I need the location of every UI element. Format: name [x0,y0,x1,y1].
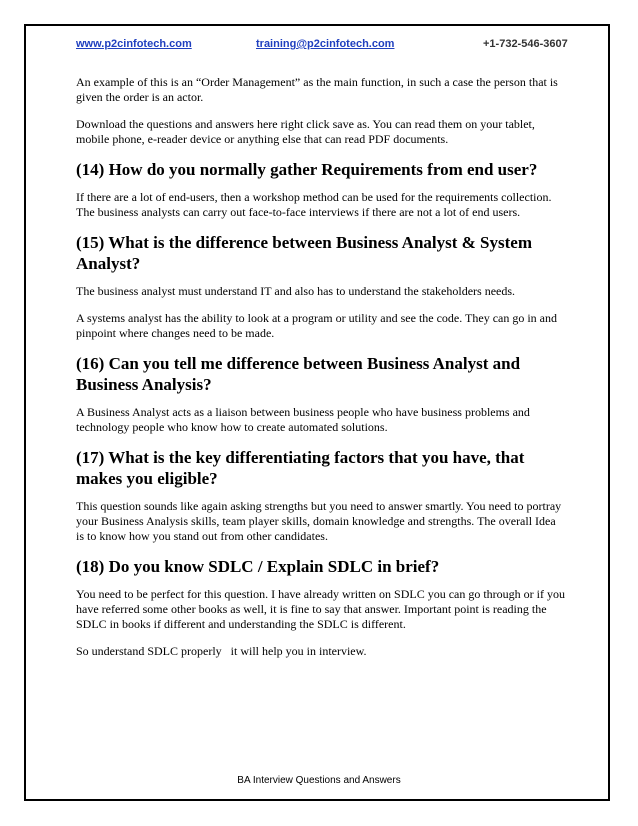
answer-15-part-1: The business analyst must understand IT and also has to understand the stakeholders needs. [76,284,516,298]
question-15: (15) What is the difference between Business Analyst & System Analyst? [76,233,532,273]
answer-15-part-2: A systems analyst has the ability to look at a program or utility and see the code. They can go in and pinpoint where changes need to be made. [76,311,558,340]
page-header [76,38,576,54]
paragraph-actor-example: An example of this is an “Order Management” as the main function, in such a case the person that is given the order is an actor. [76,75,558,104]
question-17: (17) What is the key differentiating factors that you have, that makes you eligible? [76,448,525,488]
phone-number: +1-732-546-3607 [483,38,568,50]
page-footer: BA Interview Questions and Answers [237,775,401,786]
question-18: (18) Do you know SDLC / Explain SDLC in brief? [76,557,440,576]
answer-17: This question sounds like again asking strengths but you need to answer smartly. You need to portray your Business Analysis skills, team player skills, domain knowledge and strengths. The overall Idea is to know how you stand out from other candidates. [76,499,562,543]
answer-18-part-2: So understand SDLC properly it will help you in interview. [76,644,367,658]
answer-18-part-1: You need to be perfect for this question. I have already written on SDLC you can go through or if you have referred some other books as well, it is fine to say that answer. Important point is reading the SDLC in books if different and understanding the SDLC is different. [76,587,566,631]
answer-16: A Business Analyst acts as a liaison between business people who have business problems and technology people who know how to create automated solutions. [76,405,530,434]
document-body [76,75,566,671]
answer-14: If there are a lot of end-users, then a workshop method can be used for the requirements collection. The business analysts can carry out face-to-face interviews if there are not a lot of end users. [76,190,552,219]
question-16: (16) Can you tell me difference between Business Analyst and Business Analysis? [76,354,521,394]
paragraph-download: Download the questions and answers here right click save as. You can read them on your tablet, mobile phone, e-reader device or anything else that can read PDF documents. [76,117,535,146]
question-14: (14) How do you normally gather Requirements from end user? [76,160,538,179]
email-link[interactable]: training@p2cinfotech.com [256,38,395,50]
website-link[interactable]: www.p2cinfotech.com [76,38,192,50]
